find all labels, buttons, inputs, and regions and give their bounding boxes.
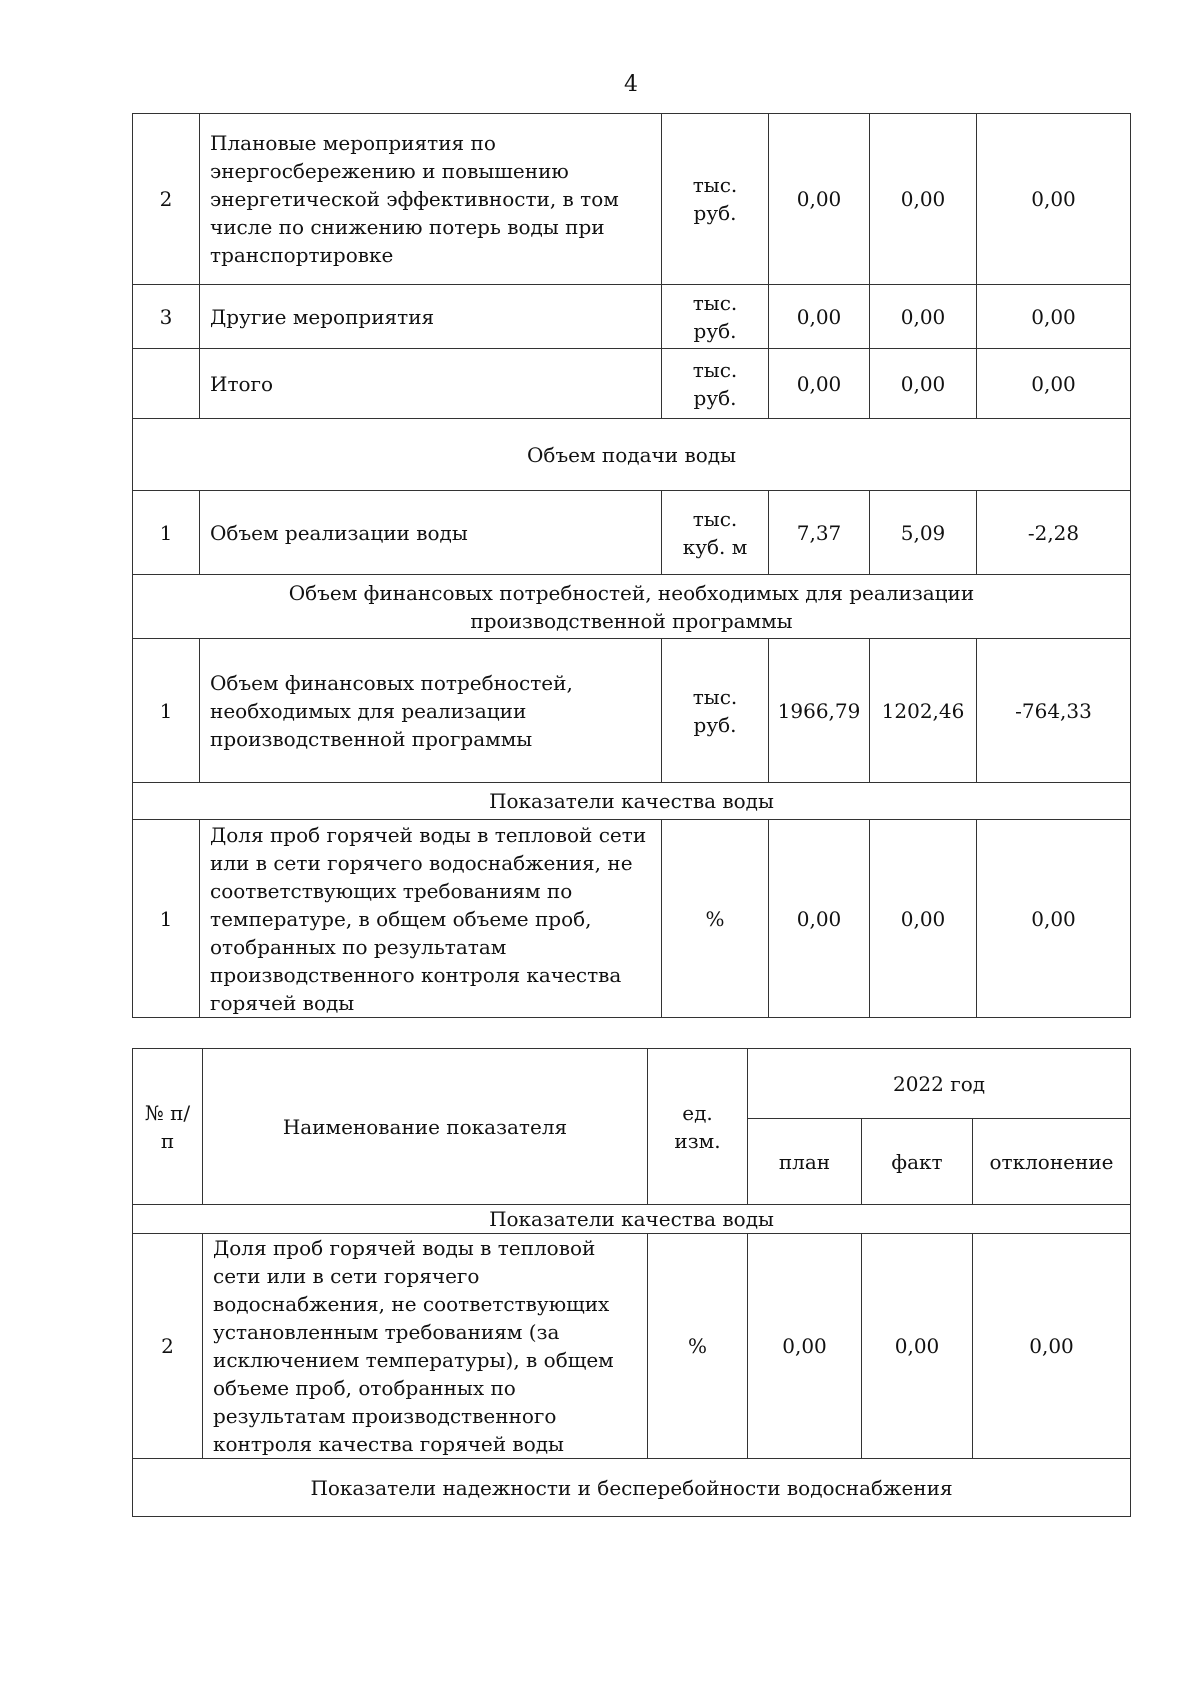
fact-value: 0,00 bbox=[870, 820, 977, 1018]
row-number: 1 bbox=[133, 820, 200, 1018]
header-year: 2022 год bbox=[748, 1049, 1131, 1119]
section-heading-reliability: Показатели надежности и бесперебойности водоснабжения bbox=[133, 1459, 1131, 1517]
indicator-name: Итого bbox=[200, 349, 662, 419]
fact-value: 0,00 bbox=[862, 1234, 973, 1459]
unit: % bbox=[648, 1234, 748, 1459]
section-heading-water-supply: Объем подачи воды bbox=[133, 419, 1131, 491]
plan-value: 7,37 bbox=[769, 491, 870, 575]
plan-value: 0,00 bbox=[748, 1234, 862, 1459]
section-row bbox=[133, 783, 1131, 820]
table-row bbox=[133, 491, 1131, 575]
indicator-name: Объем финансовых потребностей, необходимых для реализации производственной программы bbox=[200, 639, 662, 783]
section-row bbox=[133, 419, 1131, 491]
fact-value: 5,09 bbox=[870, 491, 977, 575]
row-number: 1 bbox=[133, 639, 200, 783]
unit: тыс. руб. bbox=[662, 349, 769, 419]
table-row bbox=[133, 349, 1131, 419]
plan-value: 0,00 bbox=[769, 114, 870, 285]
unit: тыс. руб. bbox=[662, 285, 769, 349]
header-row bbox=[133, 1049, 1131, 1119]
header-unit: ед. изм. bbox=[648, 1049, 748, 1205]
table-row bbox=[133, 639, 1131, 783]
section-row bbox=[133, 1205, 1131, 1234]
header-deviation: отклонение bbox=[973, 1119, 1131, 1205]
row-number bbox=[133, 349, 200, 419]
page-number: 4 bbox=[624, 72, 638, 97]
plan-value: 0,00 bbox=[769, 285, 870, 349]
section-heading-quality: Показатели качества воды bbox=[133, 1205, 1131, 1234]
unit: тыс. руб. bbox=[662, 114, 769, 285]
deviation-value: 0,00 bbox=[977, 285, 1131, 349]
section-row bbox=[133, 575, 1131, 639]
indicators-table-continued bbox=[132, 113, 1131, 1018]
fact-value: 0,00 bbox=[870, 285, 977, 349]
row-number: 1 bbox=[133, 491, 200, 575]
table-row bbox=[133, 1234, 1131, 1459]
indicator-name: Доля проб горячей воды в тепловой сети или в сети горячего водоснабжения, не соответствующих установленным требованиям (за исключением температуры), в общем объеме проб, отобранных по результатам производственного контроля качества горячей воды bbox=[203, 1234, 648, 1459]
unit: тыс. руб. bbox=[662, 639, 769, 783]
header-plan: план bbox=[748, 1119, 862, 1205]
row-number: 3 bbox=[133, 285, 200, 349]
plan-value: 0,00 bbox=[769, 349, 870, 419]
table-row bbox=[133, 820, 1131, 1018]
plan-value: 0,00 bbox=[769, 820, 870, 1018]
deviation-value: -764,33 bbox=[977, 639, 1131, 783]
plan-value: 1966,79 bbox=[769, 639, 870, 783]
header-indicator-name: Наименование показателя bbox=[203, 1049, 648, 1205]
deviation-value: 0,00 bbox=[977, 349, 1131, 419]
header-number: № п/п bbox=[133, 1049, 203, 1205]
deviation-value: 0,00 bbox=[977, 820, 1131, 1018]
indicator-name: Доля проб горячей воды в тепловой сети или в сети горячего водоснабжения, не соответствующих требованиям по температуре, в общем объеме проб, отобранных по результатам производственного контроля качества горячей воды bbox=[200, 820, 662, 1018]
table-row bbox=[133, 285, 1131, 349]
unit: % bbox=[662, 820, 769, 1018]
header-fact: факт bbox=[862, 1119, 973, 1205]
section-heading-quality: Показатели качества воды bbox=[133, 783, 1131, 820]
table-row bbox=[133, 114, 1131, 285]
row-number: 2 bbox=[133, 114, 200, 285]
section-row bbox=[133, 1459, 1131, 1517]
unit: тыс. куб. м bbox=[662, 491, 769, 575]
fact-value: 0,00 bbox=[870, 349, 977, 419]
indicator-name: Другие мероприятия bbox=[200, 285, 662, 349]
fact-value: 1202,46 bbox=[870, 639, 977, 783]
fact-value: 0,00 bbox=[870, 114, 977, 285]
section-heading-finance: Объем финансовых потребностей, необходимых для реализации производственной программы bbox=[133, 575, 1131, 639]
indicator-name: Плановые мероприятия по энергосбережению и повышению энергетической эффективности, в том числе по снижению потерь воды при транспортировке bbox=[200, 114, 662, 285]
deviation-value: 0,00 bbox=[973, 1234, 1131, 1459]
indicators-table-2022 bbox=[132, 1048, 1131, 1517]
row-number: 2 bbox=[133, 1234, 203, 1459]
indicator-name: Объем реализации воды bbox=[200, 491, 662, 575]
deviation-value: -2,28 bbox=[977, 491, 1131, 575]
deviation-value: 0,00 bbox=[977, 114, 1131, 285]
